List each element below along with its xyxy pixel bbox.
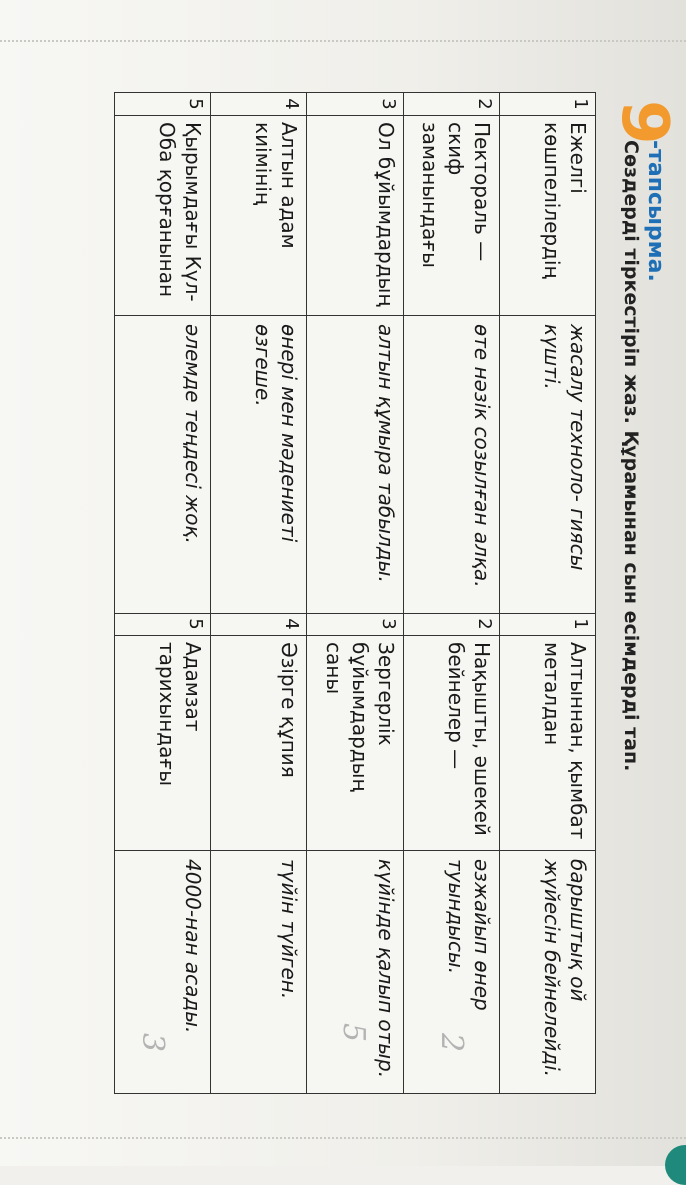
table-row xyxy=(306,613,402,1093)
row-number: 1 xyxy=(500,93,595,116)
table-row xyxy=(306,93,402,613)
table-row xyxy=(499,93,595,613)
task-number: 9 xyxy=(607,100,681,145)
matching-table xyxy=(114,92,596,1094)
phrase-end: әлемде теңдесі жоқ. xyxy=(181,324,206,544)
phrase-end: түйін түйген. xyxy=(277,859,302,1000)
row-number: 5 xyxy=(115,613,210,636)
row-number: 2 xyxy=(404,93,499,116)
row-number: 5 xyxy=(115,93,210,116)
phrase-start: Алтыннан, қымбат металдан xyxy=(500,636,595,851)
task-instruction: Сөздерді тіркестіріп жаз. Құрамынан сын есімдерді тап. xyxy=(620,140,642,772)
phrase-end: өнері мен мәдениеті өзгеше. xyxy=(251,324,302,543)
table-row xyxy=(403,613,499,1093)
phrase-start: Зергерлік бұйымдардың саны xyxy=(307,636,402,851)
table-row xyxy=(210,613,306,1093)
phrase-end: күйінде қалып отыр. xyxy=(373,859,398,1079)
phrase-end: өте нәзік созылған алқа. xyxy=(469,324,494,588)
table-row xyxy=(499,613,595,1093)
row-number: 4 xyxy=(211,93,306,116)
pencil-mark: 2 xyxy=(433,1033,469,1053)
row-number: 3 xyxy=(307,613,402,636)
phrase-start: Нақышты, әшекей бейнелер — xyxy=(404,636,499,851)
phrase-start: Адамзат тарихындағы xyxy=(115,636,210,851)
left-table xyxy=(115,93,595,614)
phrase-end: алтын құмыра табылды. xyxy=(373,324,398,583)
phrase-start: Қырымдағы Күл-Оба қорғанынан xyxy=(115,116,210,316)
phrase-start: Пектораль — скиф заманындағы xyxy=(404,116,499,316)
phrase-start: Ол бұйымдардың xyxy=(307,116,402,316)
table-row xyxy=(115,93,210,613)
pencil-mark: 5 xyxy=(335,1023,371,1043)
phrase-end: жасалу техноло- гиясы күшті. xyxy=(540,324,590,571)
phrase-start: Әзірге құпия xyxy=(211,636,306,851)
phrase-end: барыштық ой жүйесін бейнелейді. xyxy=(540,859,590,1077)
table-row xyxy=(210,93,306,613)
right-table xyxy=(115,613,595,1093)
pencil-mark: 3 xyxy=(135,1033,171,1053)
row-number: 4 xyxy=(211,613,306,636)
table-row xyxy=(115,613,210,1093)
row-number: 3 xyxy=(307,93,402,116)
row-number: 1 xyxy=(500,613,595,636)
phrase-start: Ежелгі көшпелілердің xyxy=(500,116,595,316)
phrase-end: 4000-нан асады. xyxy=(181,859,206,1034)
task-label: -тапсырма. xyxy=(643,140,668,282)
phrase-start: Алтын адам киімінің xyxy=(211,116,306,316)
table-row xyxy=(403,93,499,613)
phrase-end: әзжайып өнер туындысы. xyxy=(443,859,494,1011)
row-number: 2 xyxy=(404,613,499,636)
